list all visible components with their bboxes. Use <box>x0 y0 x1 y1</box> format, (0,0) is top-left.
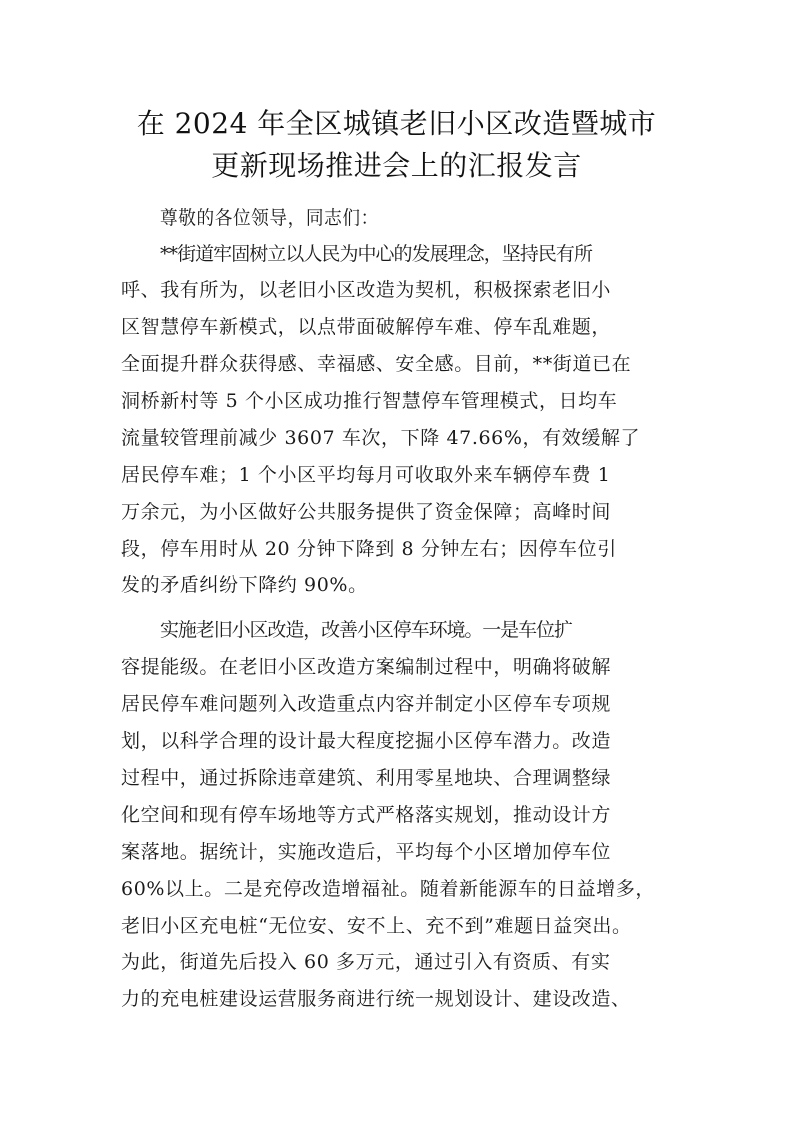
paragraph-1-line: 呼、我有所为，以老旧小区改造为契机，积极探索老旧小 <box>121 279 612 301</box>
document-title-line-1: 在 2024 年全区城镇老旧小区改造暨城市 <box>136 107 657 140</box>
paragraph-2-line: 老旧小区充电桩“无位安、安不上、充不到”难题日益突出。 <box>121 915 632 937</box>
paragraph-2-line: 划，以科学合理的设计最大程度挖掘小区停车潜力。改造 <box>121 730 612 752</box>
paragraph-1-line: 万余元，为小区做好公共服务提供了资金保障；高峰时间 <box>121 501 612 523</box>
paragraph-2-line: 容提能级。在老旧小区改造方案编制过程中，明确将破解 <box>121 656 612 678</box>
paragraph-1-line: 居民停车难；1 个小区平均每月可收取外来车辆停车费 1 <box>121 464 611 486</box>
paragraph-1-line: 全面提升群众获得感、幸福感、安全感。目前，**街道已在 <box>121 353 632 375</box>
paragraph-2-line: 过程中，通过拆除违章建筑、利用零星地块、合理调整绿 <box>121 767 612 789</box>
paragraph-1-line: 流量较管理前减少 3607 车次，下降 47.66%，有效缓解了 <box>121 427 641 449</box>
paragraph-2-line: 力的充电桩建设运营服务商进行统一规划设计、建设改造、 <box>121 988 631 1010</box>
paragraph-1-line: 发的矛盾纠纷下降约 90%。 <box>121 574 368 596</box>
paragraph-1-line: 段，停车用时从 20 分钟下降到 8 分钟左右；因停车位引 <box>121 538 617 560</box>
paragraph-1-line: **街道牢固树立以人民为中心的发展理念，坚持民有所 <box>160 243 593 265</box>
salutation: 尊敬的各位领导，同志们： <box>160 207 379 229</box>
paragraph-2-line: 实施老旧小区改造，改善小区停车环境。一是车位扩 <box>160 619 572 641</box>
paragraph-1-line: 洞桥新村等 5 个小区成功推行智慧停车管理模式，日均车 <box>121 390 618 412</box>
paragraph-1-line: 区智慧停车新模式，以点带面破解停车难、停车乱难题， <box>121 316 612 338</box>
paragraph-2-line: 居民停车难问题列入改造重点内容并制定小区停车专项规 <box>121 693 612 715</box>
paragraph-2-line: 案落地。据统计，实施改造后，平均每个小区增加停车位 <box>121 841 612 863</box>
paragraph-2-line: 化空间和现有停车场地等方式严格落实规划，推动设计方 <box>121 804 612 826</box>
paragraph-2-line: 为此，街道先后投入 60 多万元，通过引入有资质、有实 <box>121 951 611 973</box>
paragraph-2-line: 60%以上。二是充停改造增福祉。随着新能源车的日益增多， <box>121 878 656 900</box>
document-title-line-2: 更新现场推进会上的汇报发言 <box>211 149 582 182</box>
